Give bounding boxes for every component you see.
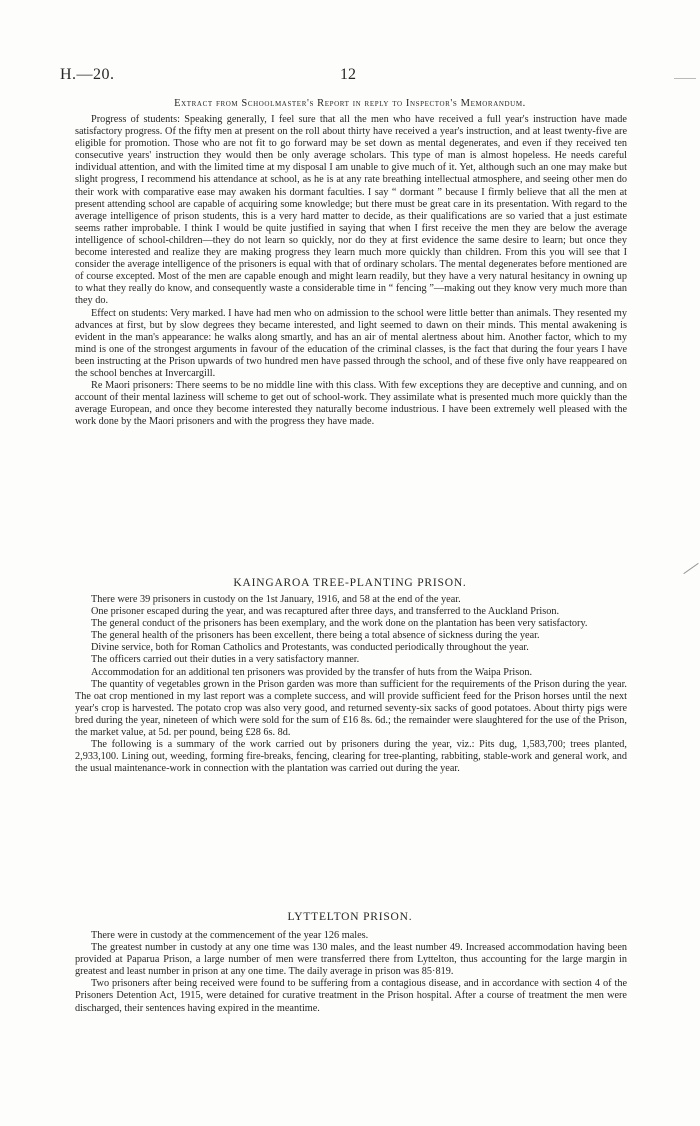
paragraph: Accommodation for an additional ten prisoners was provided by the transfer of huts from the Waipa Prison. xyxy=(91,666,533,678)
lyttelton-heading: LYTTELTON PRISON. xyxy=(287,911,413,923)
page-number: 12 xyxy=(340,66,356,83)
paragraph-maori: Re Maori prisoners: There seems to be no middle line with this class. With few exceptions they are deceptive and cunning, and on account of their mental laziness will scheme to get out of school-work. They assimilate what is presented much more quickly than the average European, and once they become interested they naturally become industrious. I have been extremely well pleased with the work done by the Maori prisoners and with the progress they have made. xyxy=(75,380,627,428)
paragraph: Two prisoners after being received were found to be suffering from a contagious disease, and in accordance with section 4 of the Prisoners Detention Act, 1915, were detained for curative treatment in the Prison hospital. After a course of treatment the men were discharged, their sentences having expired in the meantime. xyxy=(75,978,627,1014)
page-header xyxy=(60,66,640,88)
paragraph: The greatest number in custody at any one time was 130 males, and the least number 49. Increased accommodation having been provided at Paparua Prison, a large number of men were transferred there from Lyttelton, thus accounting for the large margin in greatest and least number in prison at any one time. The daily average in prison was 85·819. xyxy=(75,942,627,978)
paragraph: There were in custody at the commencement of the year 126 males. xyxy=(91,930,369,941)
margin-mark xyxy=(683,563,698,574)
lyttelton-body xyxy=(75,930,627,1015)
paragraph: There were 39 prisoners in custody on the 1st January, 1916, and 58 at the end of the year. xyxy=(91,594,461,605)
paragraph: The general conduct of the prisoners has been exemplary, and the work done on the plantation has been very satisfactory. xyxy=(91,618,588,630)
paragraph-progress: Progress of students: Speaking generally, I feel sure that all the men who have received a full year's instruction have made satisfactory progress. Of the fifty men at present on the roll about thirty have received a year's instruction, and at least twenty-five are eligible for promotion. Those who are not fit to go forward may be set down as mental degenerates, and even if they received ten consecutive years' instruction they would then be only average scholars. This type of man is almost hopeless. He needs careful individual attention, and with the limited time at my disposal I am unable to give much of it. Yet, although such an one may make but slight progress, I recommend his attendance at school, as he is at any rate breathing intellectual atmosphere, and seeing other men do their work with comparative ease may awaken his dormant faculties. I say “ dormant ” because I firmly believe that all the men at present attending school are capable of acquiring some knowledge; but there must be great care in its presentation. With regard to the average intelligence of prison students, this is a very hard matter to decide, as their qualifications are so varied that a just estimate seems rather improbable. I think I would be quite justified in saying that when I first receive the men they are below the average intelligence of school-children—they do not learn so quickly, nor do they at first evidence the same desire to learn; but once they become interested and realize they are making progress they learn much more quickly than children. From this you will see that I consider the average intelligence of the prisoners is equal with that of ordinary scholars. The mental degenerates before mentioned are of course excepted. Most of the men are capable enough and might learn readily, but they have a very natural hesitancy in owning up to what they really do know, and consequently waste a considerable time in “ fencing ”—making out they know very much more than they do. xyxy=(75,114,627,307)
paragraph-effect: Effect on students: Very marked. I have had men who on admission to the school were little better than animals. They resented my advances at first, but by slow degrees they became interested, and light seemed to dawn on their minds. This mental awakening is evident in the man's appearance: he walks along smartly, and has an air of mental alertness about him. Another factor, which to my mind is one of the strongest arguments in favour of the education of the criminal classes, is the fact that during the four years I have been instructing at the Prison upwards of two hundred men have passed through the school, and of these five only have reappeared on the school benches at Invercargill. xyxy=(75,307,627,379)
kaingaroa-heading: KAINGAROA TREE-PLANTING PRISON. xyxy=(233,577,467,589)
paragraph: The officers carried out their duties in a very satisfactory manner. xyxy=(91,654,360,666)
document-reference: H.—20. xyxy=(60,66,115,83)
kaingaroa-body xyxy=(75,594,627,775)
extract-heading: Extract from Schoolmaster's Report in reply to Inspector's Memorandum. xyxy=(174,98,526,109)
paragraph: One prisoner escaped during the year, and was recaptured after three days, and transferred to the Auckland Prison. xyxy=(91,606,560,618)
margin-rule xyxy=(674,78,696,79)
extract-body xyxy=(75,114,627,428)
paragraph: The quantity of vegetables grown in the Prison garden was more than sufficient for the requirements of the Prison during the year. The oat crop mentioned in my last report was a complete success, and will provide sufficient feed for the Prison horses until the next year's crop is harvested. The potato crop was also very good, and returned seventy-six sacks of good potatoes. About thirty pigs were bred during the year, nineteen of which were sold for the sum of £16 8s. 6d.; the remainder were slaughtered for the use of the Prison, the market value, at 5d. per pound, being £28 6s. 8d. xyxy=(75,678,627,739)
paragraph: Divine service, both for Roman Catholics and Protestants, was conducted periodically throughout the year. xyxy=(91,642,529,654)
paragraph: The general health of the prisoners has been excellent, there being a total absence of sickness during the year. xyxy=(91,630,540,642)
paragraph: The following is a summary of the work carried out by prisoners during the year, viz.: Pits dug, 1,583,700; trees planted, 2,933,100. Lining out, weeding, forming fire-breaks, fencing, clearing for tree-planting, rabbiting, stable-work and general work, and the usual maintenance-work in connection with the plantation was carried out during the year. xyxy=(75,739,627,775)
